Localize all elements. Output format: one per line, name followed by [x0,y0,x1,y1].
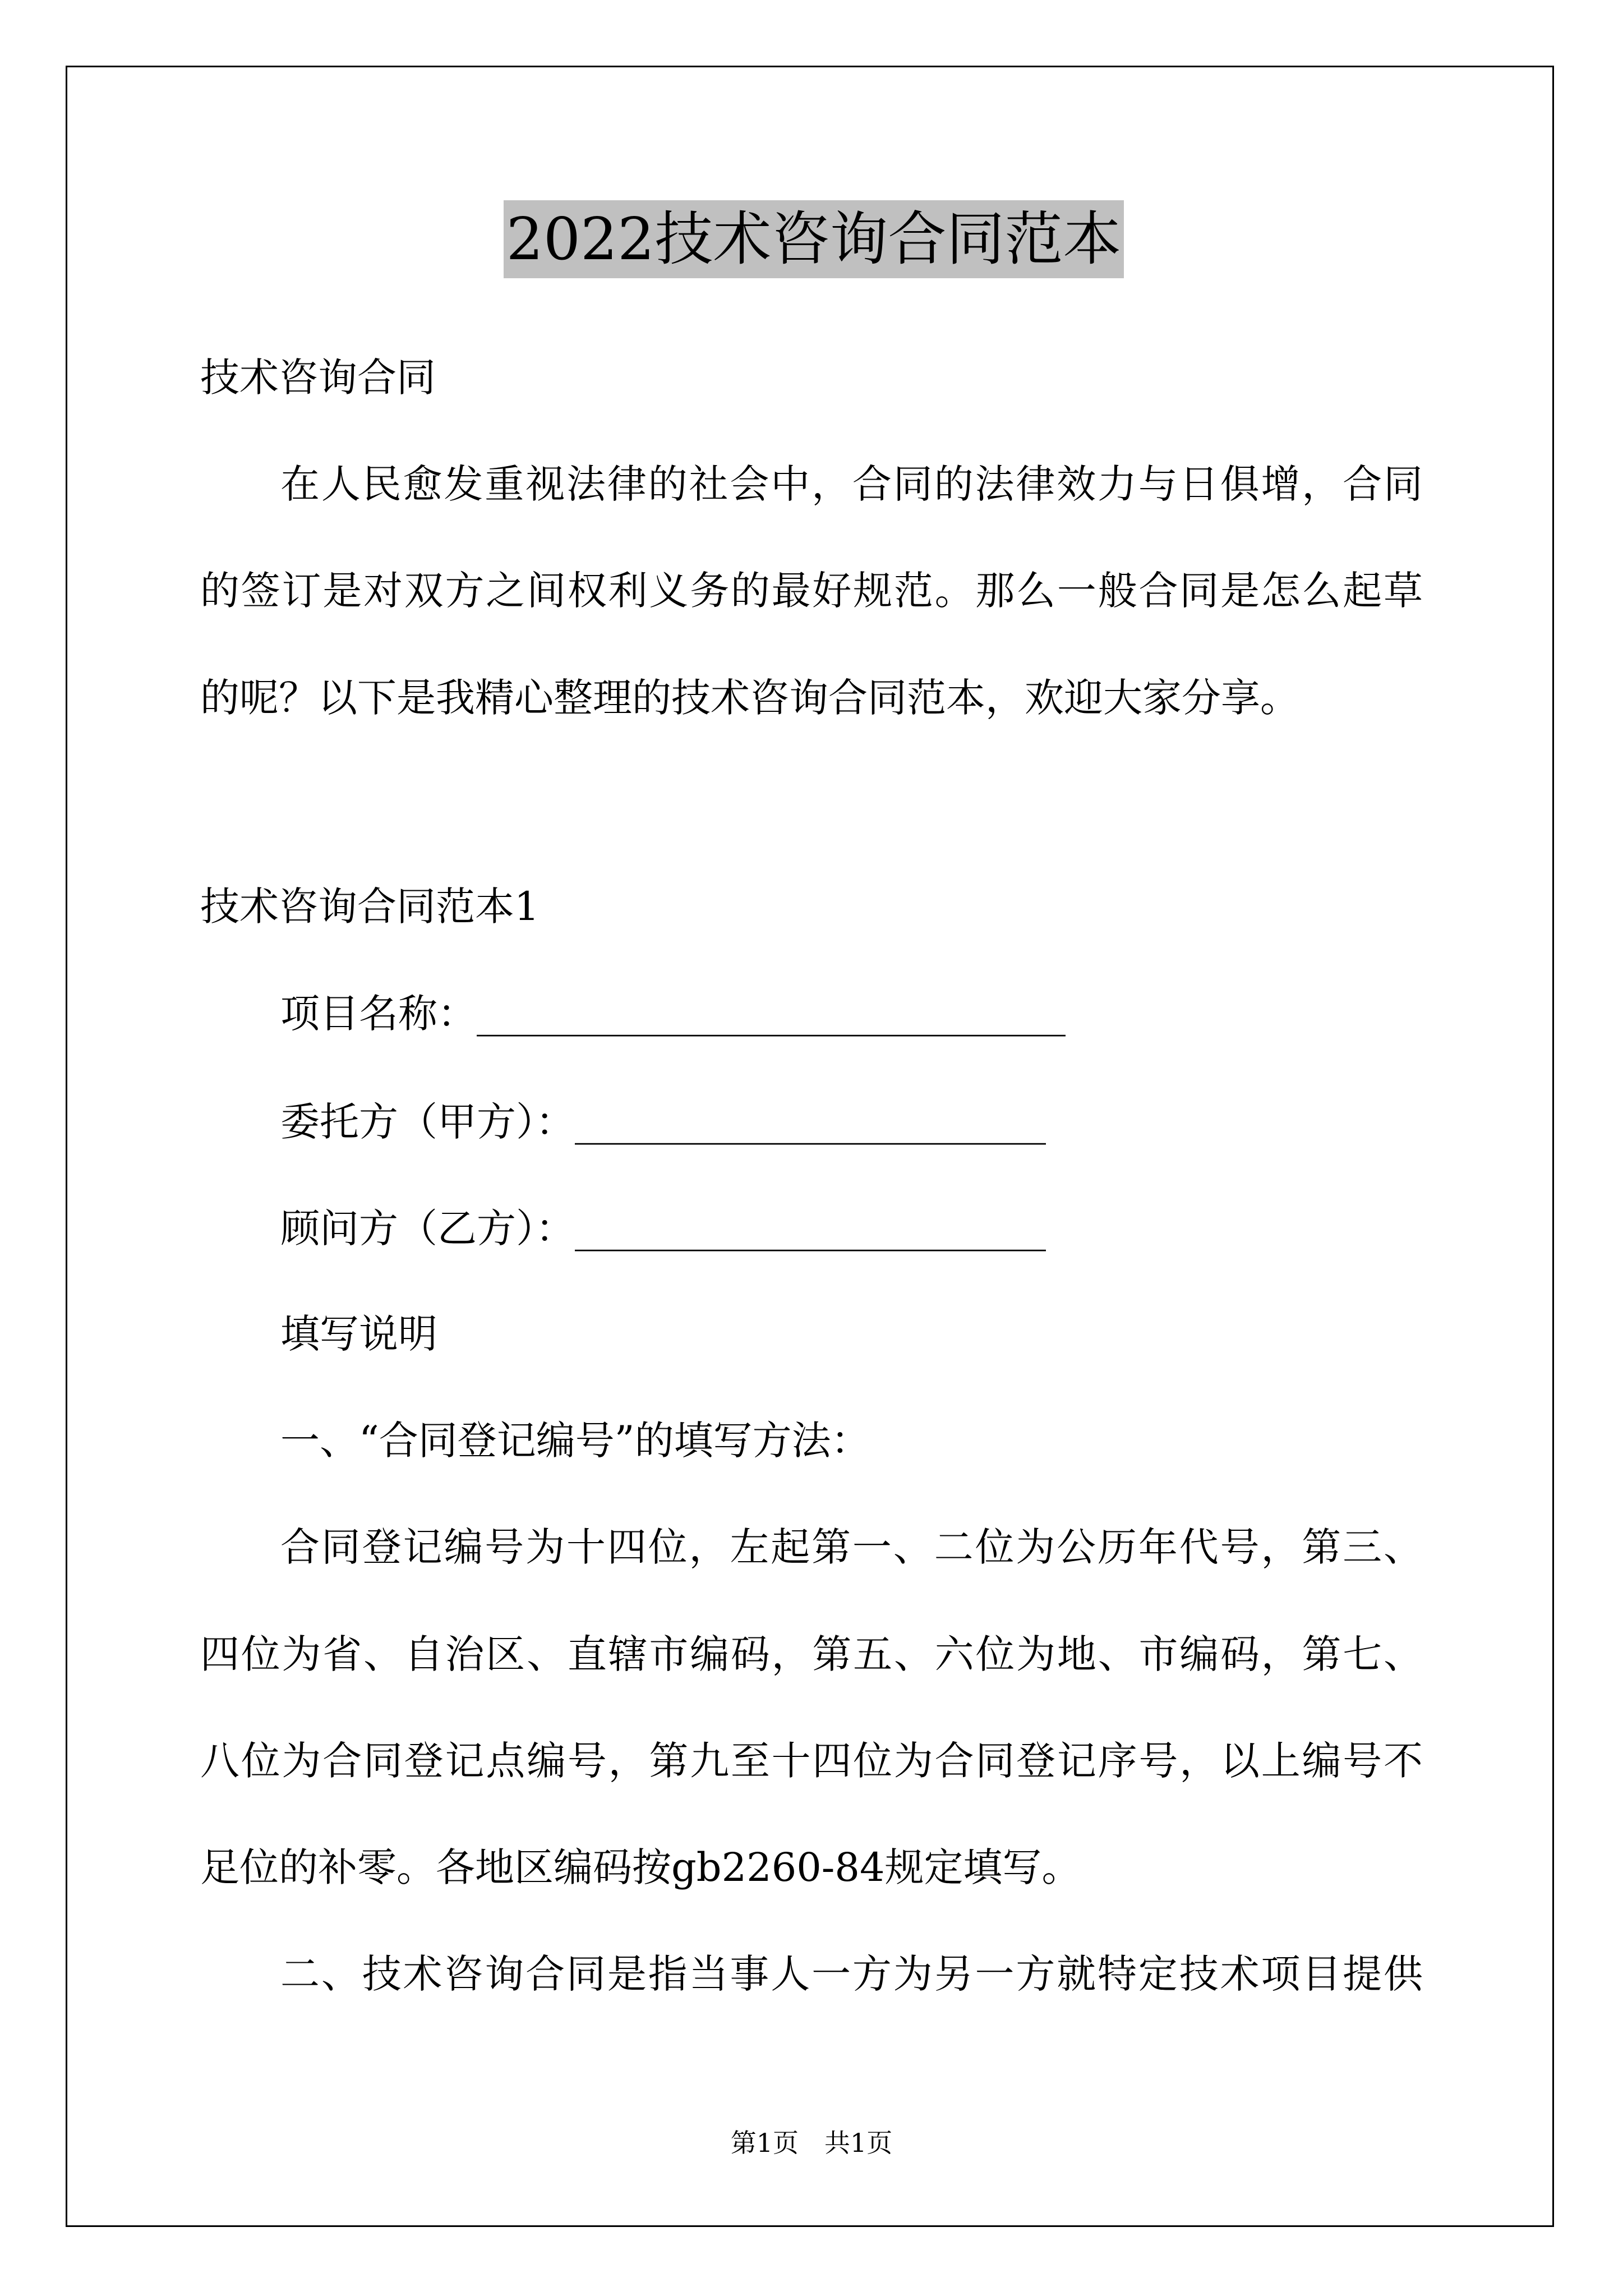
paragraph-line: 在人民愈发重视法律的社会中，合同的法律效力与日俱增，合同 [280,461,1423,507]
instructions-heading: 填写说明 [280,1311,437,1357]
paragraph-line: 的呢？以下是我精心整理的技术咨询合同范本，欢迎大家分享。 [200,675,1299,721]
paragraph-line: 足位的补零。各地区编码按gb2260-84规定填写。 [200,1844,1081,1890]
client-party-field: 委托方（甲方）：________________________ [280,1099,1046,1145]
section-heading: 技术咨询合同 [200,355,436,401]
section-heading: 技术咨询合同范本1 [200,884,540,930]
project-name-field: 项目名称：______________________________ [280,991,1066,1037]
paragraph-line: 合同登记编号为十四位，左起第一、二位为公历年代号，第三、 [280,1524,1423,1570]
paragraph-line: 的签订是对双方之间权利义务的最好规范。那么一般合同是怎么起草 [200,568,1423,614]
document-title: 2022技术咨询合同范本 [504,200,1124,278]
paragraph-line: 一、“合同登记编号”的填写方法： [280,1418,870,1464]
paragraph-line: 四位为省、自治区、直辖市编码，第五、六位为地、市编码，第七、 [200,1631,1423,1677]
paragraph-line: 八位为合同登记点编号，第九至十四位为合同登记序号，以上编号不 [200,1738,1423,1784]
page-footer: 第1页 共1页 [730,2128,893,2158]
paragraph-line: 二、技术咨询合同是指当事人一方为另一方就特定技术项目提供 [280,1951,1423,1997]
consultant-party-field: 顾问方（乙方）：________________________ [280,1205,1046,1251]
